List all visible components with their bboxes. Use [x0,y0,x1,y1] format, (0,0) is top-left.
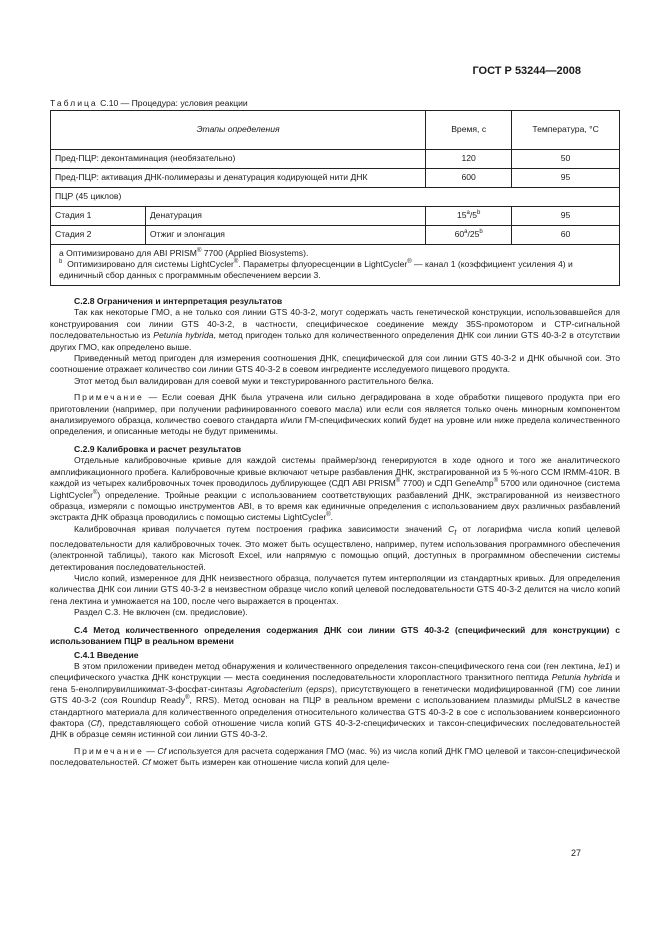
row-stage: Стадия 1 [51,207,146,226]
standard-designation: ГОСТ Р 53244—2008 [472,65,581,77]
col-header-stage: Этапы определения [51,111,426,150]
note: Примечание — Если соевая ДНК была утрачена или сильно деградирована в ходе обработки пищевого продукта при его приготовлении (например, при получении рафинированного соевого масла) или если соя является только очень минорным компонентом анализируемого образца, количество соевого стандарта и/или ГМ-специфических копий будет на уровне или ниже предела количественного определения, и описанные методы не будут применимы. [50,392,620,437]
paragraph: В этом приложении приведен метод обнаружения и количественного определения таксон-специфического гена сои (ген лектина, le1) и специфического участка ДНК конструкции — места соединения последовательности хлоропластного транзитного пептида Petunia hybrida и гена 5-енолпирувилшикимат-3-фосфат-синтазы Agrobacterium (epsps), присутствующего в генетически модифицированной (ГМ) сое линии GTS 40-3-2 (соя Roundup Ready®, RRS). Метод основан на ПЦР в реальном времени с использованием плазмиды pMulSL2 в качестве стандартного материала для количественного определения относительного количества GTS 40-3-2 в сое с использованием конверсионного фактора (Cf), представляющего собой отношение числа копий GTS 40-3-2-специфических и таксон-специфических последовательностей ДНК в образце семян истинной сои линии GTS 40-3-2. [50,660,620,740]
table-header-row [51,111,620,150]
page-number: 27 [570,848,581,858]
body-text [50,290,620,769]
table-row [51,169,620,188]
row-time: 60$^a$/25$^b$ [426,226,512,245]
section-heading: С.2.8 Ограничения и интерпретация результатов [74,296,283,306]
row-temp: 95 [512,169,620,188]
paragraph: Приведенный метод пригоден для измерения соотношения ДНК, специфической для сои линии GTS 40-3-2 и ДНК обычной сои. Это соотношение отражает количество сои линии GTS 40-3-2 в соевом ингредиенте исследуемого пищевого продукта. [50,353,620,375]
table-row [51,150,620,169]
table-caption-text: С.10 — Процедура: условия реакции [100,98,248,108]
note: Примечание — Cf используется для расчета содержания ГМО (мас. %) из числа копий ДНК ГМО целевой и таксон-специфической последовательностей. Cf может быть измерен как отношение числа копий для целе- [50,745,620,768]
row-stage: Пред-ПЦР: деконтаминация (необязательно) [51,150,426,169]
table-note-b: $^b$ Оптимизировано для системы LightCycler®. Параметры флуоресценции в LightCycler® — канал 1 (коэффициент усиления 4) и единичный сбор данных с программным обеспечением версии 3. [59,259,573,280]
paragraph: Число копий, измеренное для ДНК неизвестного образца, получается путем интерполяции из стандартных кривых. Для определения количества ДНК сои линии GTS 40-3-2 в неизвестном образце число копий целевой последовательности GTS 40-3-2 делится на число копий гена лектина и умножается на 100, после чего выражается в процентах. [50,573,620,606]
col-header-time: Время, с [426,111,512,150]
row-temp: 50 [512,150,620,169]
section-heading: С.4.1 Введение [74,649,139,660]
row-stage: ПЦР (45 циклов) [51,188,620,207]
paragraph: Раздел С.3. Не включен (см. предисловие). [74,607,248,618]
table-row [51,207,620,226]
row-time: 600 [426,169,512,188]
paragraph: Этот метод был валидирован для соевой муки и текстурированного растительного белка. [74,375,434,386]
row-temp: 95 [512,207,620,226]
row-step: Денатурация [145,207,425,226]
paragraph: Калибровочная кривая получается путем построения графика зависимости значений $C_t$ от логарифма числа копий целевой последовательности для калибровочных точек. Это может быть осуществлено, например, путем использования программного обеспечения (электронной таблицы), такого как Microsoft Excel, или напрямую с помощью опций, доступных в программном обеспечении системы детектирования последовательностей. [50,523,620,572]
table-notes-row [51,245,620,286]
procedure-table [50,110,620,286]
paragraph: Так как некоторые ГМО, а не только соя линии GTS 40-3-2, могут содержать часть генетической конструкции, использовавшейся для конструирования сои линии GTS 40-3-2, в частности, специфическое соединение между 35S-промотором и CTP-сигнальной последовательностью из Petunia hybrida, метод пригоден только для количественного определения ДНК сои линии GTS 40-3-2 в отсутствии других ГМО, как определено выше. [50,307,620,352]
table-row [51,226,620,245]
section-heading: С.4 Метод количественного определения содержания ДНК сои линии GTS 40-3-2 (специфический для конструкции) с использованием ПЦР в реальном времени [50,624,620,647]
col-header-temp: Температура, °С [512,111,620,150]
table-row [51,188,620,207]
row-time: 15$^a$/5$^b$ [426,207,512,226]
table-caption-word: Таблица [50,98,98,108]
row-temp: 60 [512,226,620,245]
row-step: Отжиг и элонгация [145,226,425,245]
section-heading: С.2.9 Калибровка и расчет результатов [74,443,242,454]
table-note-a: a Оптимизировано для ABI PRISM® 7700 (Applied Biosystems). [59,248,309,258]
row-stage: Пред-ПЦР: активация ДНК-полимеразы и денатурация кодирующей нити ДНК [51,169,426,188]
table-notes [51,245,620,286]
table-caption [50,98,248,109]
paragraph: Отдельные калибровочные кривые для каждой системы праймер/зонд генерируются в ходе одного и того же аналитического амплификационного пробега. Калибровочные кривые включают четыре разбавления ДНК, экстрагированной из 5 %-ного CCM IRMM-410R. В каждой из четырех калибровочных точек проводилось дублирующее (СДП ABI PRISM® 7700) и СДП GeneAmp® 5700 или одиночное (система LightCycler®) определение. Тройные реакции с использованием соответствующих разбавлений ДНК, экстрагированной из неизвестного образца, измеряли с помощью инструментов ABI, в то время как единичные определения с использованием двух различных разбавлений экстракта ДНК образца проводились с помощью системы LightCycler®. [50,455,620,523]
row-stage: Стадия 2 [51,226,146,245]
row-time: 120 [426,150,512,169]
